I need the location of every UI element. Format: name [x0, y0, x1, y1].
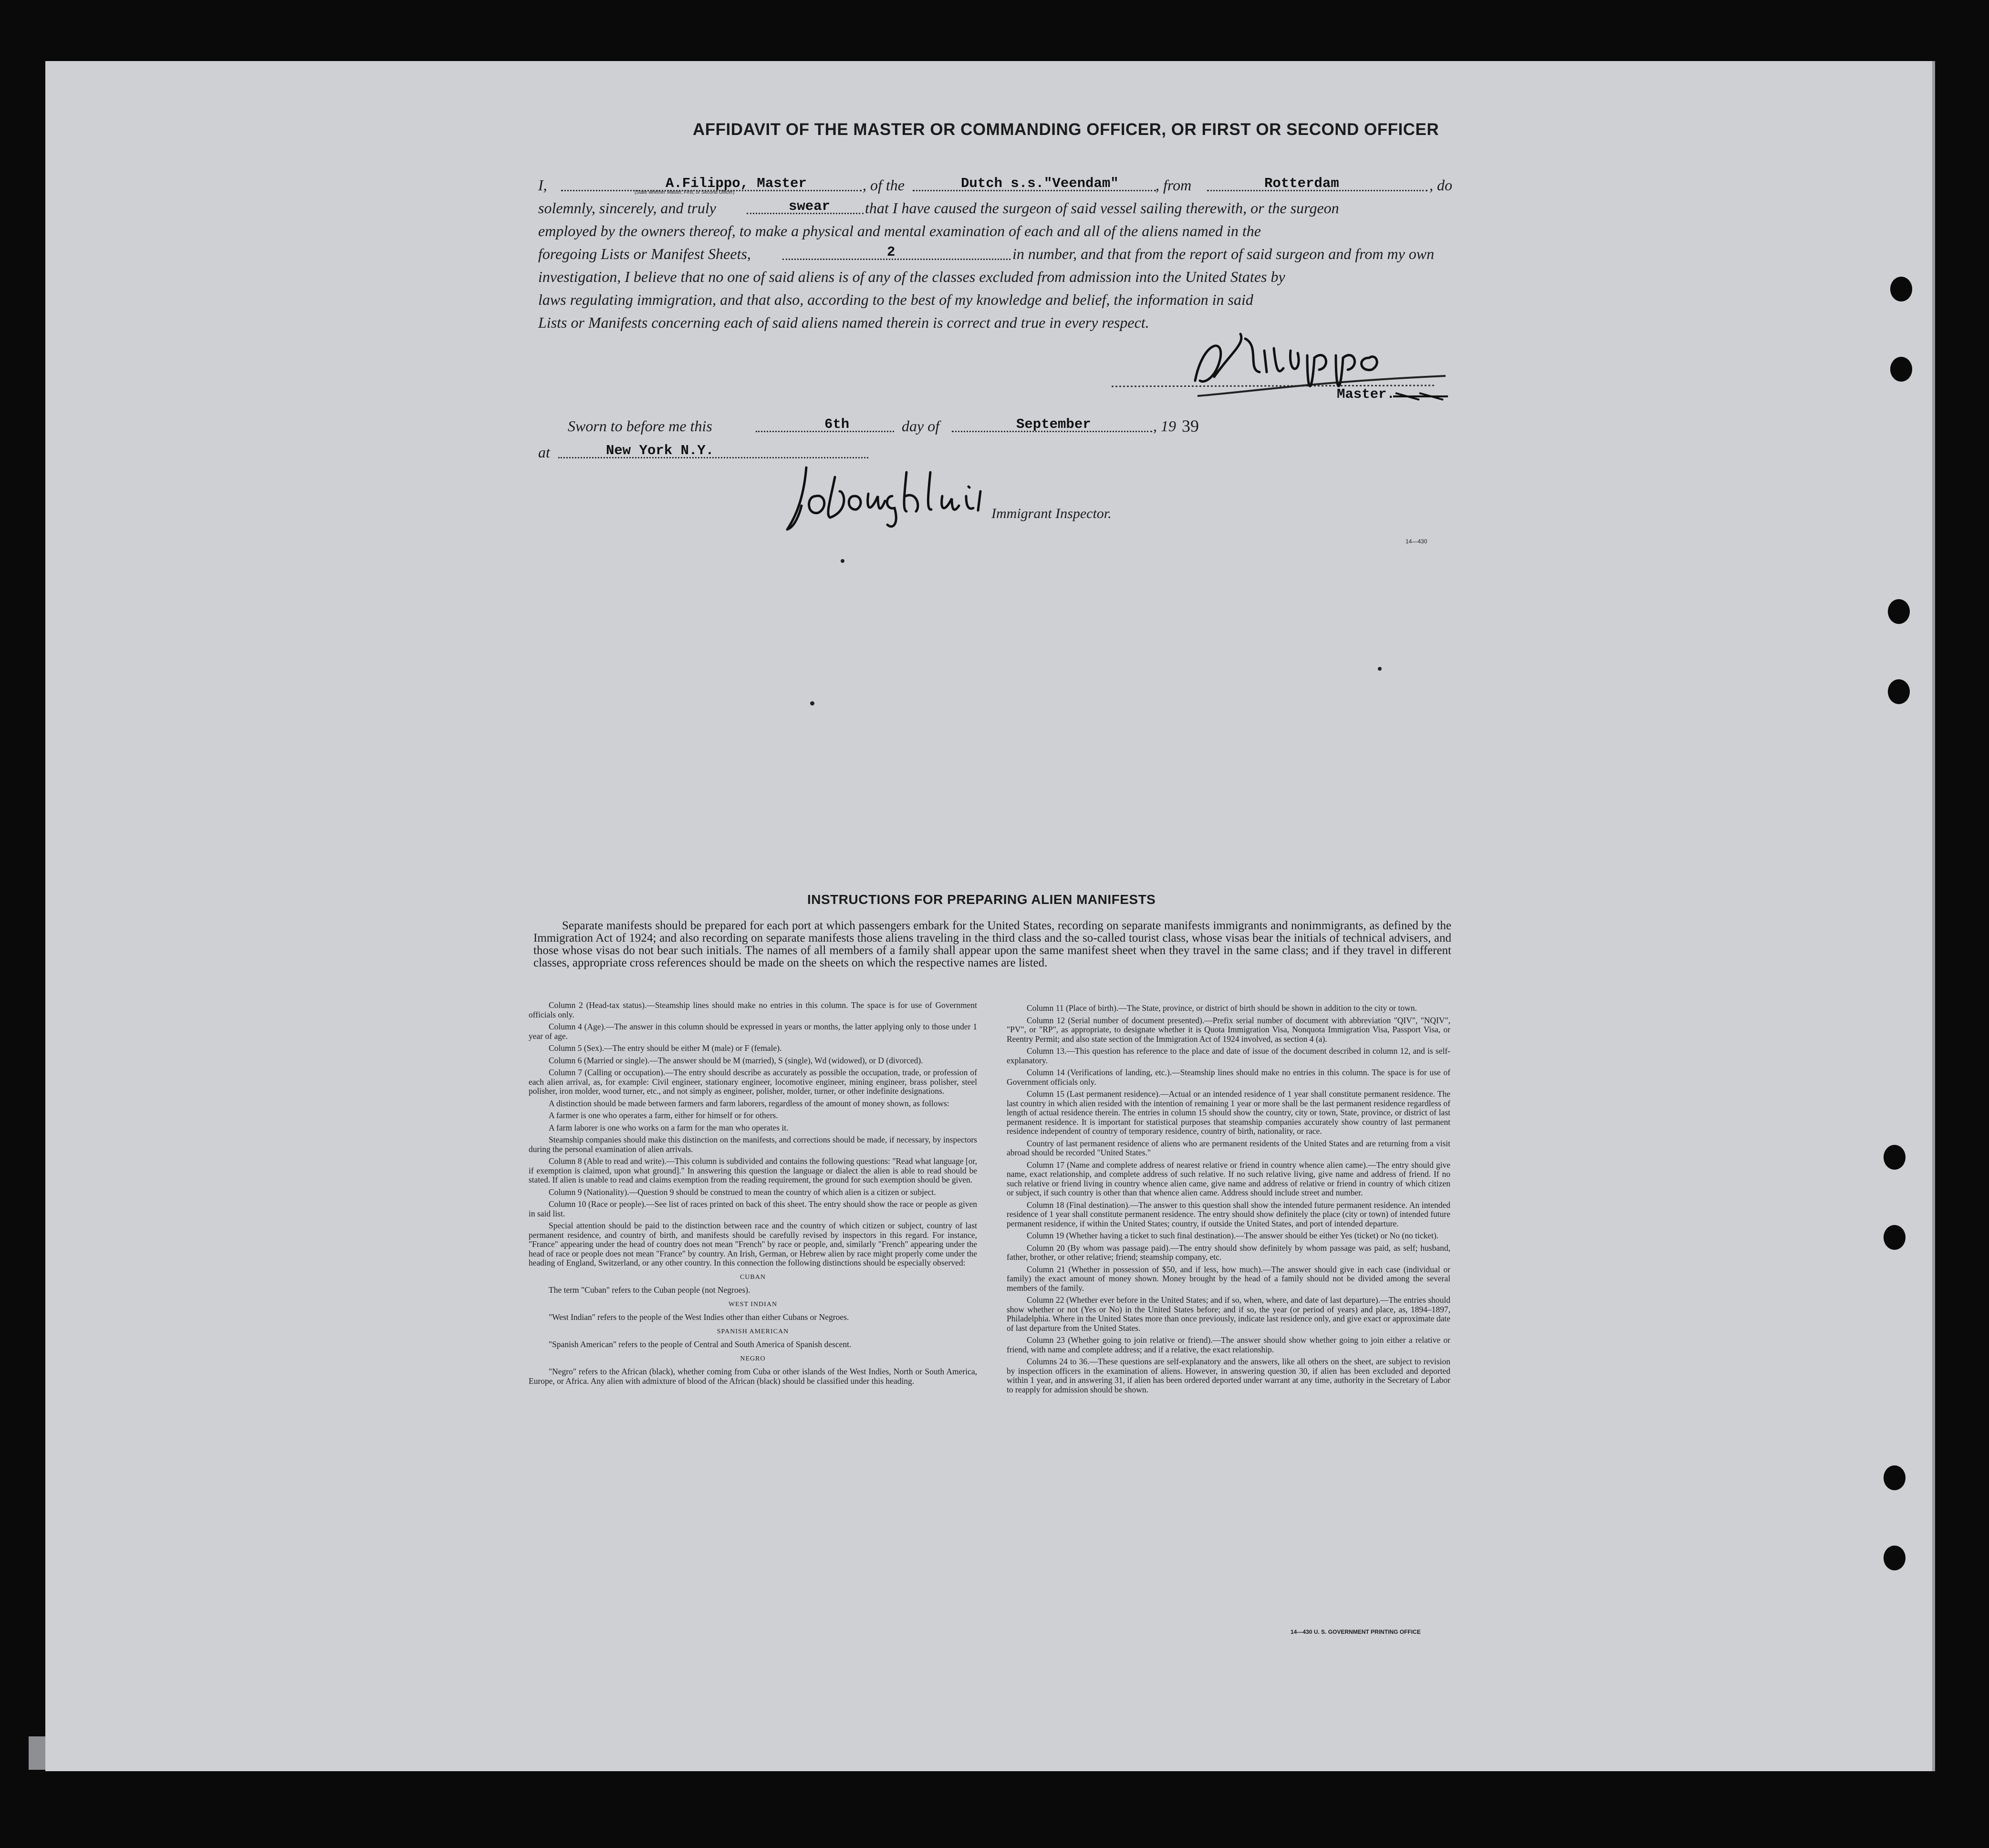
instruction-paragraph: "Spanish American" refers to the people of Central and South America of Spanish descent.: [549, 1339, 852, 1349]
officer-rank: Master.: [1337, 386, 1395, 402]
affidavit-text: at: [538, 444, 550, 461]
instruction-paragraph: Column 9 (Nationality).—Question 9 should be construed to mean the country of which alien is a citizen or subject.: [549, 1187, 936, 1197]
instruction-paragraph: A farm laborer is one who works on a farm for the man who operates it.: [549, 1122, 789, 1132]
instruction-paragraph: Special attention should be paid to the distinction between race and the country of which citizen or subject, country of last permanent residence, and country of birth, and manifests should be carefully revised by inspectors in this regard. For instance, "France" appearing under the head of country does not mean "French" by race or people, and, similarly "French" appearing under the head of race or people does not mean "France" by country. An Irish, German, or Hebrew alien by race might properly come under the heading of England, Switzerland, or any other country. In this connection the following distinctions should be especially observed:: [529, 1221, 977, 1267]
instruction-paragraph: "Negro" refers to the African (black), whether coming from Cuba or other islands of the West Indies, North or South America, Europe, or Africa. Any alien with admixture of blood of the African (black) should be classified under this heading.: [529, 1367, 977, 1386]
binder-hole: [1884, 1145, 1906, 1170]
officer-note: (State whether Master, First, or Second Officer): [635, 190, 735, 195]
instruction-paragraph: Column 14 (Verifications of landing, etc.).—Steamship lines should make no entries in this column. The space is for use of Government officials only.: [1007, 1068, 1450, 1087]
race-heading: NEGRO: [740, 1355, 766, 1362]
instruction-paragraph: Column 2 (Head-tax status).—Steamship lines should make no entries in this column. The space is for use of Government officials only.: [529, 1000, 977, 1019]
affidavit-text: investigation, I believe that no one of said aliens is of any of the classes excluded from admission into the United States by: [538, 268, 1285, 285]
instruction-paragraph: Column 8 (Able to read and write).—This column is subdivided and contains the following questions: "Read what language [or, if exemption is claimed, upon what ground]." In answering this question the language or dialect the alien is able to read should be stated. If alien is unable to read and claims exemption from the reading requirement, the ground for such exemption should be given.: [529, 1156, 977, 1184]
race-heading: CUBAN: [739, 1273, 766, 1281]
sworn-place: New York N.Y.: [606, 443, 714, 458]
instruction-paragraph: Column 21 (Whether in possession of $50, and if less, how much).—The answer should give in each case (individual or family) the exact amount of money shown. Money brought by the head of a family should not be divided among the several members of the family.: [1007, 1264, 1450, 1293]
instruction-paragraph: Column 22 (Whether ever before in the United States; and if so, when, where, and date of last departure).—The entries should show whether or not (Yes or No) in the United States before; and if so, the year (or period of years) and place, as, 1894–1897, Philadelphia. Where in the United States more than once previously, indicate last residence only, and give exact or approximate date of last departure from the United States.: [1007, 1295, 1450, 1333]
speck: [1378, 667, 1382, 671]
speck: [810, 701, 814, 706]
instructions-left-column: [529, 1001, 977, 1389]
affidavit-text: foregoing Lists or Manifest Sheets,: [538, 245, 751, 262]
instruction-paragraph: Steamship companies should make this distinction on the manifests, and corrections should be made, if necessary, by inspectors during the personal examination of alien arrivals.: [529, 1135, 977, 1154]
struck-text: [1391, 389, 1453, 404]
affidavit-text: Lists or Manifests concerning each of said aliens named therein is correct and true in every respect.: [538, 314, 1149, 331]
affidavit-text: I,: [538, 176, 547, 194]
instruction-paragraph: "West Indian" refers to the people of the West Indies other than either Cubans or Negroes.: [549, 1312, 849, 1322]
instructions-title: INSTRUCTIONS FOR PREPARING ALIEN MANIFESTS: [807, 892, 1156, 907]
sworn-month: September: [1016, 416, 1091, 432]
form-code: 14—430: [1406, 538, 1427, 545]
instruction-paragraph: The term "Cuban" refers to the Cuban people (not Negroes).: [549, 1285, 750, 1295]
binder-hole: [1890, 357, 1912, 382]
officer-name: A.Filippo, Master: [666, 176, 807, 191]
affidavit-text: laws regulating immigration, and that also, according to the best of my knowledge and belief, the information in said: [538, 291, 1253, 308]
instruction-paragraph: Column 19 (Whether having a ticket to such final destination).—The answer should be either Yes (ticket) or No (no ticket).: [1027, 1231, 1439, 1240]
sworn-day: 6th: [824, 416, 850, 432]
instructions-right-column: [1007, 1004, 1450, 1397]
affidavit-text: , of the: [863, 176, 905, 194]
speck: [841, 559, 844, 563]
instructions-intro: Separate manifests should be prepared for each port at which passengers embark for the United States, recording on separate manifests immigrants and nonimmigrants, as defined by the Immigration Act of 1924; and also recording on separate manifests those aliens traveling in the third class and the so-called tourist class, whose visas bear the initials of technical advisers, and those whose visas do not bear such initials. The names of all members of a family shall appear upon the same manifest sheet when they travel in the same class; and if they travel in different classes, appropriate cross references should be made on the sheets on which the respective names are listed.: [533, 919, 1451, 969]
instruction-paragraph: Column 15 (Last permanent residence).—Actual or an intended residence of 1 year shall constitute permanent residence. The last country in which alien resided with the intention of remaining 1 year or more shall be the last permanent residence regardless of length of actual residence therein. The entries in column 15 should show the country, city or town, State, province, or district of last permanent residence. It is important for statistical purposes that steamship companies accurately show country of last permanent residence independent of country of temporary residence, country of birth, nationality, or race.: [1007, 1089, 1450, 1136]
affidavit-text: solemnly, sincerely, and truly: [538, 199, 716, 217]
instruction-paragraph: Columns 24 to 36.—These questions are self-explanatory and the answers, like all others on the sheet, are subject to revision by inspection officers in the examination of aliens. However, in answering question 30, if alien has been excluded and deported within 1 year, and in answering 31, if alien has been ordered deported under warrant at any time, authority in the Secretary of Labor to reapply for admission should be shown.: [1007, 1357, 1450, 1394]
instruction-paragraph: Column 10 (Race or people).—See list of races printed on back of this sheet. The entry should show the race or people as given in said list.: [529, 1199, 977, 1218]
affidavit-text: , from: [1156, 176, 1192, 194]
instruction-paragraph: Column 5 (Sex).—The entry should be either M (male) or F (female).: [549, 1043, 782, 1053]
affidavit-text: , do: [1429, 176, 1452, 194]
affidavit-title: AFFIDAVIT OF THE MASTER OR COMMANDING OFFICER, OR FIRST OR SECOND OFFICER: [693, 120, 1439, 139]
affidavit-text: employed by the owners thereof, to make a physical and mental examination of each and all of the aliens named in the: [538, 222, 1261, 239]
departure-port: Rotterdam: [1264, 176, 1339, 191]
binder-hole: [1884, 1465, 1906, 1490]
affidavit-text: in number, and that from the report of said surgeon and from my own: [1012, 245, 1435, 262]
affidavit-text: that I have caused the surgeon of said vessel sailing therewith, or the surgeon: [865, 199, 1339, 217]
affidavit-text: Sworn to before me this: [568, 417, 712, 435]
affidavit-text: , 19: [1153, 417, 1176, 435]
instruction-paragraph: A distinction should be made between farmers and farm laborers, regardless of the amount of money shown, as follows:: [549, 1098, 949, 1108]
fill-line: [782, 259, 1010, 260]
sworn-year: 39: [1182, 416, 1199, 436]
instruction-paragraph: Column 6 (Married or single).—The answer should be M (married), S (single), Wd (widowed), or D (divorced).: [549, 1055, 923, 1065]
binder-hole: [1884, 1546, 1906, 1570]
binder-hole: [1884, 1225, 1906, 1250]
vessel-name: Dutch s.s."Veendam": [961, 176, 1119, 191]
printing-office-footer: 14—430 U. S. GOVERNMENT PRINTING OFFICE: [1291, 1629, 1421, 1635]
instruction-paragraph: Column 20 (By whom was passage paid).—The entry should show definitely by whom passage was paid, as self; husband, father, brother, or other relative; friend; steamship company, etc.: [1007, 1243, 1450, 1262]
instruction-paragraph: Country of last permanent residence of aliens who are permanent residents of the United States and are returning from a visit abroad should be recorded "United States.": [1007, 1138, 1450, 1157]
race-heading: SPANISH AMERICAN: [717, 1328, 789, 1335]
instruction-paragraph: A farmer is one who operates a farm, either for himself or for others.: [549, 1111, 778, 1120]
instruction-paragraph: Column 17 (Name and complete address of nearest relative or friend in country whence alien came).—The entry should give name, exact relationship, and complete address of such relative. If no such relative living, give name and address of friend. If no such relative or friend living in country whence alien came, give name and address of relative or friend in country of which citizen or subject, if such country is other than that whence alien came. Address should include street and number.: [1007, 1160, 1450, 1197]
instruction-paragraph: Column 23 (Whether going to join relative or friend).—The answer should show whether going to join either a relative or friend, with name and complete address; and if a relative, the exact relationship.: [1007, 1335, 1450, 1354]
instruction-paragraph: Column 4 (Age).—The answer in this column should be expressed in years or months, the latter applying only to those under 1 year of age.: [529, 1022, 977, 1041]
affidavit-text: day of: [902, 417, 940, 435]
instruction-paragraph: Column 13.—This question has reference to the place and date of issue of the document described in column 12, and is self-explanatory.: [1007, 1046, 1450, 1065]
instruction-paragraph: Column 18 (Final destination).—The answer to this question shall show the intended future permanent residence. An intended residence of 1 year shall constitute permanent residence. The entry should show definitely the place (city or town) of intended future permanent residence, if within the United States; country, if outside the United States, and port of intended departure.: [1007, 1200, 1450, 1228]
binder-hole: [1888, 599, 1910, 624]
oath-type: swear: [789, 198, 831, 214]
inspector-title: Immigrant Inspector.: [991, 506, 1112, 521]
inspector-signature: [778, 458, 1140, 534]
binder-hole: [1890, 277, 1912, 301]
instruction-paragraph: Column 7 (Calling or occupation).—The entry should describe as accurately as possible the occupation, trade, or profession of each alien arrival, as, for example: Civil engineer, stationary engineer, locomotive engineer, mining engineer, brass polisher, steel polisher, iron molder, wood turner, etc., and not simply as engineer, polisher, molder, turner, or other indefinite designations.: [529, 1068, 977, 1096]
binder-hole: [1888, 679, 1910, 704]
sheet-count: 2: [887, 244, 896, 260]
instruction-paragraph: Column 12 (Serial number of document presented).—Prefix serial number of document with abbreviation "QIV", "NQIV", "PV", or "RP", as appropriate, to designate whether it is Quota Immigration Visa, Nonquota Immigration Visa, Passport Visa, or Reentry Permit; and also state section of the Immigration Act of 1924 involved, as section 4 (a).: [1007, 1015, 1450, 1044]
instruction-paragraph: Column 11 (Place of birth).—The State, province, or district of birth should be shown in addition to the city or town.: [1027, 1003, 1417, 1013]
race-heading: WEST INDIAN: [728, 1300, 778, 1308]
